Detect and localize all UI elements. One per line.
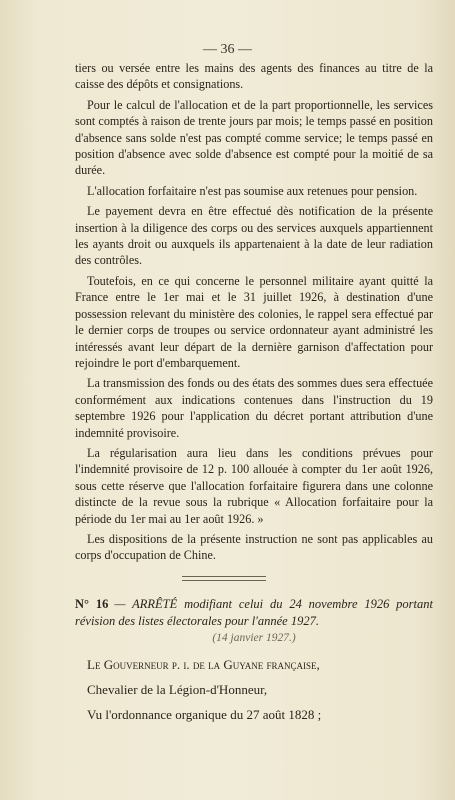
paragraph-payment: Le payement devra en être effectué dès notification de la présente insertion à la diligence des corps ou des services auxquels appartiennent les ayants droit ou auxquels ils appartenaient à la date de leur radiation des contrôles. bbox=[75, 204, 433, 268]
decree-section bbox=[75, 596, 433, 730]
paragraph-regularisation: La régularisation aura lieu dans les conditions prévues pour l'indemnité provisoire de 12 p. 100 allouée à compter du 1er août 1926, sous cette réserve que l'allocation forfaitaire figurera dans une colonne distincte de la revue sous la rubrique « Allocation forfaitaire pour la période du 1er mai au 1er août 1926. » bbox=[75, 445, 433, 526]
section-separator bbox=[182, 576, 266, 581]
decree-governor-line: Le Gouverneur p. i. de la Guyane française, bbox=[87, 657, 320, 672]
decree-date: (14 janvier 1927.) bbox=[212, 632, 296, 644]
page-number: — 36 — bbox=[203, 42, 252, 57]
decree-number: N° 16 bbox=[75, 597, 109, 611]
paragraph-pension-exemption: L'allocation forfaitaire n'est pas soumise aux retenues pour pension. bbox=[87, 183, 418, 198]
paragraph-china-exclusion: Les dispositions de la présente instruction ne sont pas applicables au corps d'occupation de Chine. bbox=[75, 531, 433, 563]
instruction-body bbox=[75, 60, 433, 568]
paragraph-allocation-calculation: Pour le calcul de l'allocation et de la part proportionnelle, les services sont comptés à raison de trente jours par mois; le temps passé en position d'absence sans solde n'est pas compté comme service; le temps passé en position d'absence avec solde d'absence est compté pour la moitié de sa durée. bbox=[75, 97, 433, 178]
decree-title: — ARRÊTÉ modifiant celui du 24 novembre 1926 portant révision des listes électorales pour l'année 1927. bbox=[75, 597, 433, 628]
paragraph-continuation: tiers ou versée entre les mains des agents des finances au titre de la caisse des dépôts et consignations. bbox=[75, 61, 433, 92]
paragraph-fund-transmission: La transmission des fonds ou des états des sommes dues sera effectuée conformément aux indications contenues dans l'instruction du 19 septembre 1926 pour l'application du décret portant attribution d'une indemnité provisoire. bbox=[75, 376, 433, 440]
paragraph-military-personnel: Toutefois, en ce qui concerne le personnel militaire ayant quitté la France entre le 1er mai et le 31 juillet 1926, à destination d'une possession relevant du ministère des colonies, le rappel sera effectué par le dernier corps de troupes ou service ordonnateur ayant administré les intéressés avant leur départ de la dernière garnison d'affectation pour rejoindre le port d'embarquement. bbox=[75, 273, 433, 370]
decree-heading bbox=[75, 596, 433, 630]
decree-chevalier-line: Chevalier de la Légion-d'Honneur, bbox=[87, 682, 268, 697]
decree-ordonnance-line: Vu l'ordonnance organique du 27 août 1828 ; bbox=[87, 707, 322, 722]
